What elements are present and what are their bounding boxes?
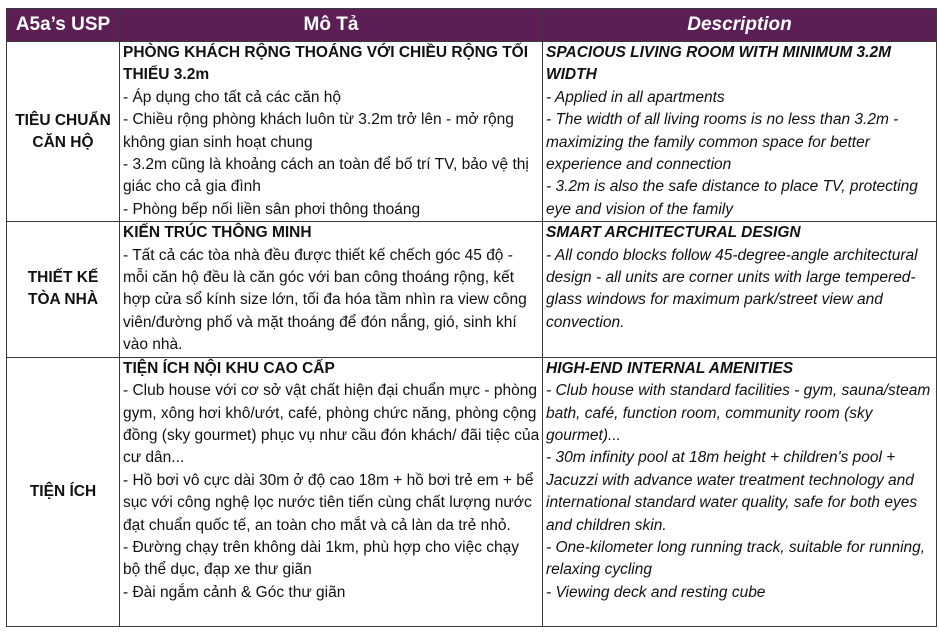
vi-bullet: - Đài ngắm cảnh & Góc thư giãn — [123, 583, 346, 601]
vi-bullet: - Áp dụng cho tất cả các căn hộ — [123, 88, 341, 106]
en-bullet: - Viewing deck and resting cube — [546, 583, 766, 601]
header-row — [7, 9, 937, 42]
vi-bullet: - 3.2m cũng là khoảng cách an toàn để bố trí TV, bảo vệ thị giác cho cả gia đình — [123, 156, 529, 196]
en-section-title: SMART ARCHITECTURAL DESIGN — [546, 224, 801, 242]
vi-bullet: - Club house với cơ sở vật chất hiện đại chuẩn mực - phòng gym, xông hơi khô/ướt, café, phòng chức năng, phòng cộng đồng (sky gourmet) phục vụ như cầu đón khách/ đãi tiệc của cư dân... — [123, 382, 540, 467]
en-description-cell — [543, 222, 937, 357]
vi-description-cell — [120, 222, 543, 357]
header-english-description: Description — [543, 9, 937, 42]
en-description-cell — [543, 357, 937, 626]
table-row — [7, 42, 937, 222]
vi-section-title: KIẾN TRÚC THÔNG MINH — [123, 224, 312, 242]
vi-bullet: - Đường chạy trên không dài 1km, phù hợp cho việc chạy bộ thể dục, đạp xe thư giãn — [123, 538, 520, 579]
en-bullet: - Applied in all apartments — [546, 88, 725, 106]
vi-description-cell — [120, 357, 543, 626]
table-row — [7, 222, 937, 357]
en-description-cell — [543, 42, 937, 222]
en-bullet: - The width of all living rooms is no less than 3.2m - maximizing the family common space for better experience and connection — [546, 111, 899, 174]
vi-bullet: - Chiều rộng phòng khách luôn từ 3.2m trở lên - mở rộng không gian sinh hoạt chung — [123, 111, 514, 151]
en-bullet: - Club house with standard facilities - gym, sauna/steam bath, café, function room, community room (sky gourmet)... — [546, 382, 931, 444]
en-bullet: - One-kilometer long running track, suitable for running, relaxing cycling — [546, 538, 926, 579]
vi-description-cell — [120, 42, 543, 222]
vi-bullet: - Phòng bếp nối liền sân phơi thông thoáng — [123, 200, 421, 218]
usp-label-apartment-standard: TIÊU CHUẨN CĂN HỘ — [7, 42, 120, 222]
vi-section-title: PHÒNG KHÁCH RỘNG THOÁNG VỚI CHIỀU RỘNG TỐI THIỂU 3.2m — [123, 44, 529, 84]
vi-bullet: - Tất cả các tòa nhà đều được thiết kế chếch góc 45 độ - mỗi căn hộ đều là căn góc với ban công thoáng rộng, kết hợp cửa sổ kính size lớn, tối đa hóa tầm nhìn ra view công viên/đường phố và mặt thoáng để đón nắng, gió, sinh khí vào nhà. — [123, 246, 527, 354]
en-bullet: - 30m infinity pool at 18m height + children's pool + Jacuzzi with advance water treatment technology and international standard water quality, safe for both eyes and children skin. — [546, 449, 918, 534]
en-bullet: - All condo blocks follow 45-degree-angle architectural design - all units are corner units with large tempered-glass windows for maximum park/street view and convection. — [546, 246, 918, 331]
usp-label-amenities: TIỆN ÍCH — [7, 357, 120, 626]
usp-table — [6, 8, 937, 627]
en-section-title: SPACIOUS LIVING ROOM WITH MINIMUM 3.2M WIDTH — [546, 44, 892, 84]
en-bullet: - 3.2m is also the safe distance to place TV, protecting eye and vision of the family — [546, 178, 918, 218]
vi-section-title: TIỆN ÍCH NỘI KHU CAO CẤP — [123, 359, 335, 377]
header-usp: A5a’s USP — [7, 9, 120, 42]
header-vietnamese-description: Mô Tả — [120, 9, 543, 42]
usp-label-building-design: THIẾT KẾ TÒA NHÀ — [7, 222, 120, 357]
table-row — [7, 357, 937, 626]
vi-bullet: - Hồ bơi vô cực dài 30m ở độ cao 18m + hồ bơi trẻ em + bể sục với công nghệ lọc nước tiên tiến cùng chất lượng nước đạt chuẩn quốc tế, an toàn cho mắt và cả làn da trẻ nhỏ. — [123, 471, 534, 534]
en-section-title: HIGH-END INTERNAL AMENITIES — [546, 359, 794, 377]
